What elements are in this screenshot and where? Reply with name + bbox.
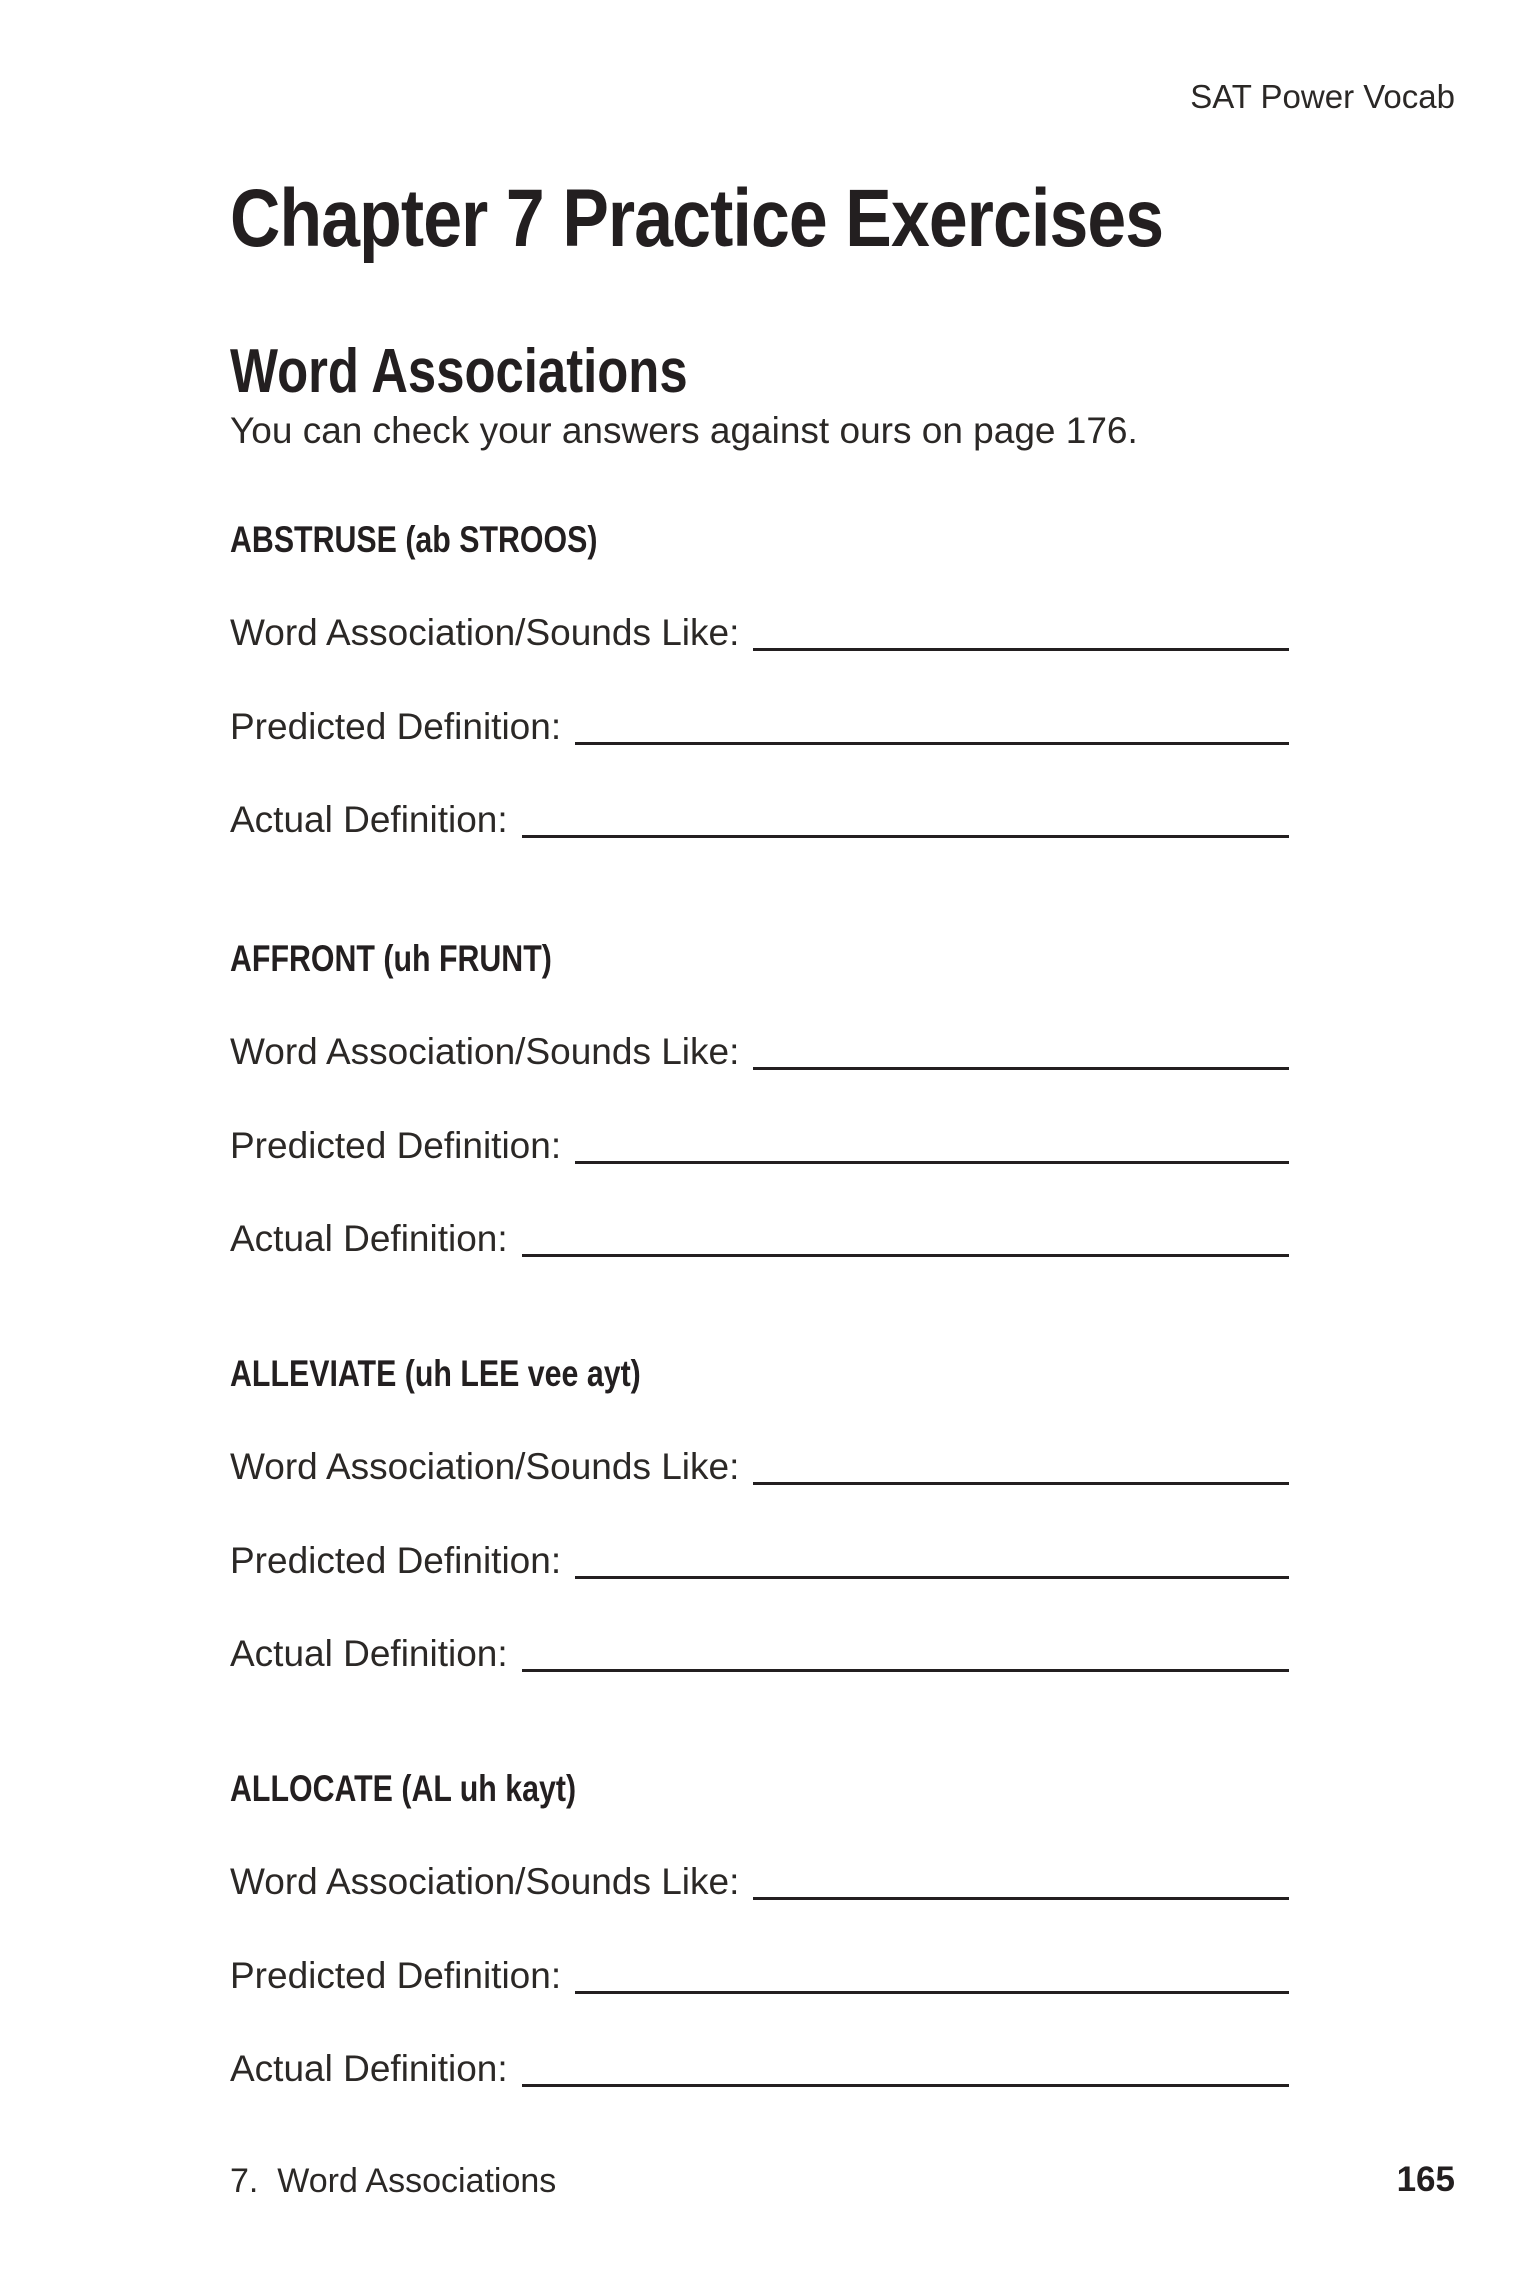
word-association-label: Word Association/Sounds Like: (230, 1861, 740, 1902)
actual-definition-row (230, 801, 1289, 838)
predicted-definition-label: Predicted Definition: (230, 1955, 562, 1996)
entry-word-heading: ALLOCATE (AL uh kayt) (230, 1768, 577, 1809)
section-intro: You can check your answers against ours on page 176. (230, 410, 1138, 451)
answer-blank (522, 801, 1289, 838)
running-header: SAT Power Vocab (1190, 78, 1455, 115)
answer-blank (575, 1127, 1289, 1164)
word-association-label: Word Association/Sounds Like: (230, 612, 740, 653)
predicted-definition-label: Predicted Definition: (230, 706, 562, 747)
vocab-entry-alleviate (230, 1355, 1289, 1685)
answer-blank (575, 1542, 1289, 1579)
answer-blank (753, 614, 1289, 651)
answer-blank (522, 1635, 1289, 1672)
predicted-definition-row (230, 1127, 1289, 1164)
answer-blank (753, 1863, 1289, 1900)
footer-chapter-label: 7. Word Associations (230, 2162, 557, 2200)
predicted-definition-label: Predicted Definition: (230, 1540, 562, 1581)
predicted-definition-row (230, 708, 1289, 745)
vocab-entry-abstruse (230, 521, 1289, 851)
predicted-definition-label: Predicted Definition: (230, 1125, 562, 1166)
word-association-row (230, 1033, 1289, 1070)
footer-page-number: 165 (1396, 2160, 1455, 2199)
word-association-row (230, 1448, 1289, 1485)
answer-blank (753, 1033, 1289, 1070)
answer-blank (753, 1448, 1289, 1485)
actual-definition-label: Actual Definition: (230, 2048, 508, 2089)
word-association-row (230, 1863, 1289, 1900)
vocab-entry-allocate (230, 1770, 1289, 2100)
entry-word-heading: ABSTRUSE (ab STROOS) (230, 519, 598, 560)
predicted-definition-row (230, 1957, 1289, 1994)
word-association-row (230, 614, 1289, 651)
answer-blank (522, 2050, 1289, 2087)
answer-blank (522, 1220, 1289, 1257)
actual-definition-label: Actual Definition: (230, 1633, 508, 1674)
actual-definition-label: Actual Definition: (230, 1218, 508, 1259)
entry-word-heading: ALLEVIATE (uh LEE vee ayt) (230, 1353, 641, 1394)
word-association-label: Word Association/Sounds Like: (230, 1446, 740, 1487)
predicted-definition-row (230, 1542, 1289, 1579)
section-heading: Word Associations (230, 337, 688, 406)
actual-definition-row (230, 2050, 1289, 2087)
vocab-entry-affront (230, 940, 1289, 1270)
chapter-title: Chapter 7 Practice Exercises (230, 173, 1164, 264)
actual-definition-row (230, 1635, 1289, 1672)
actual-definition-row (230, 1220, 1289, 1257)
actual-definition-label: Actual Definition: (230, 799, 508, 840)
answer-blank (575, 1957, 1289, 1994)
answer-blank (575, 708, 1289, 745)
word-association-label: Word Association/Sounds Like: (230, 1031, 740, 1072)
entry-word-heading: AFFRONT (uh FRUNT) (230, 938, 552, 979)
